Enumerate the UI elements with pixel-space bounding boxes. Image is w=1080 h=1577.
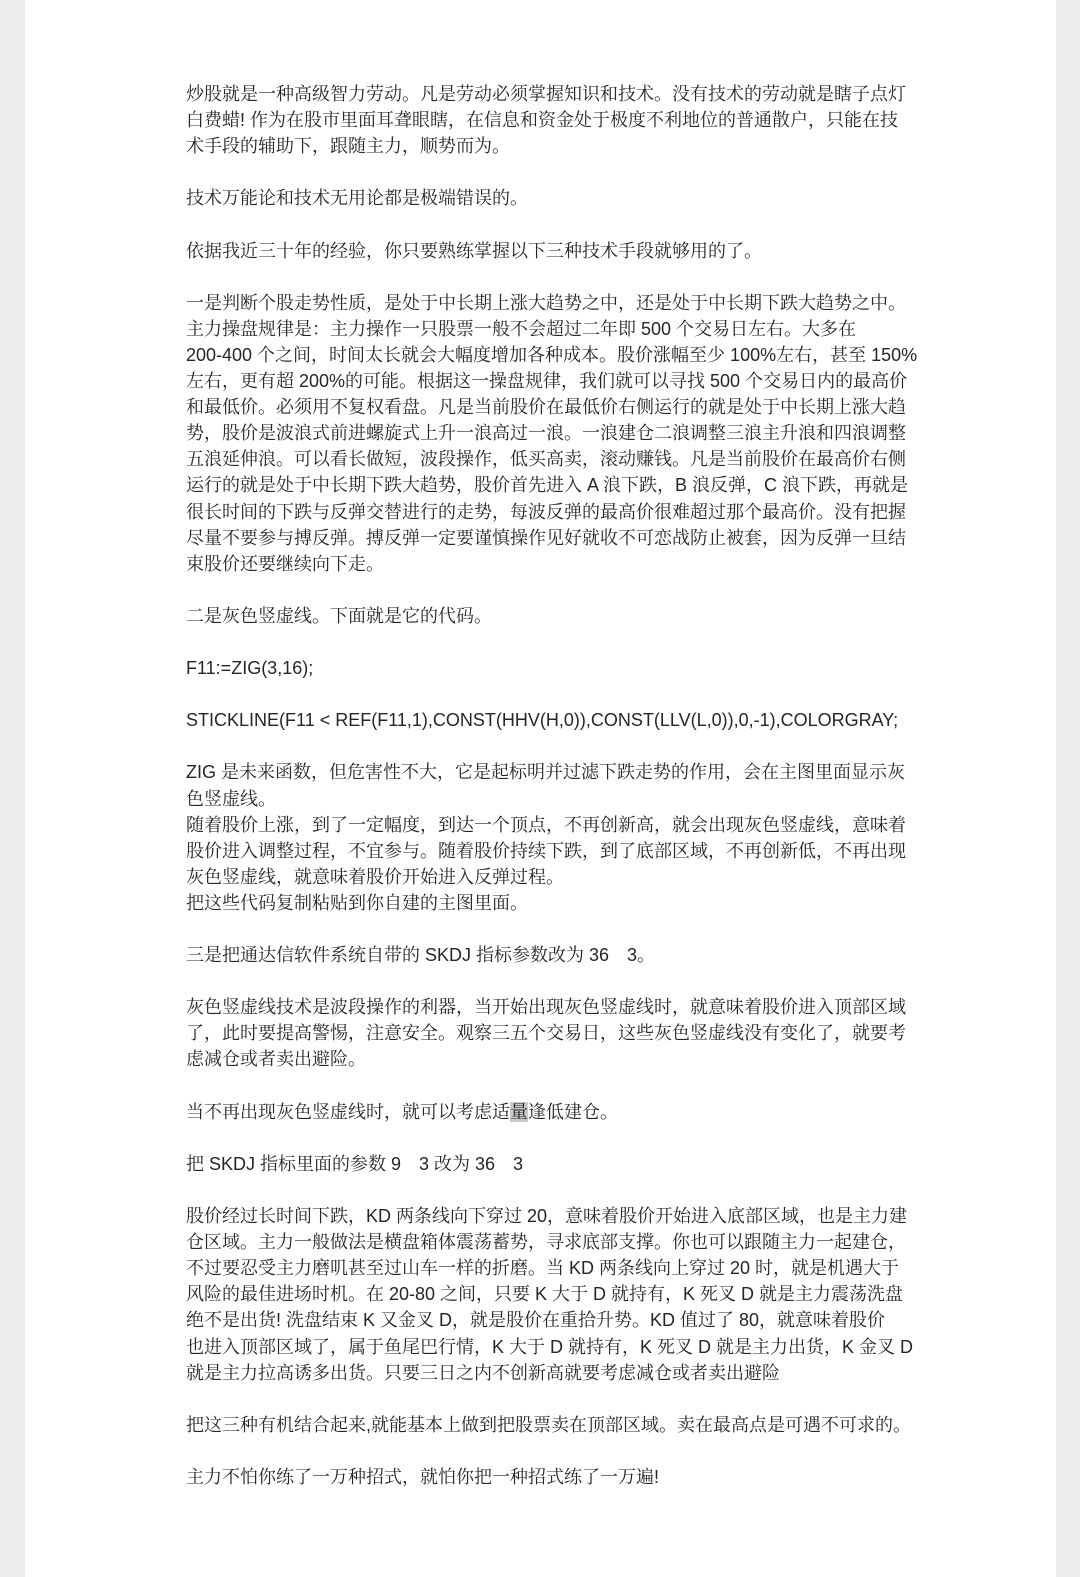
- paragraph-method-two: [186, 603, 926, 629]
- text-line: 色竖虚线。: [186, 788, 276, 809]
- article-text: [186, 81, 926, 1490]
- text-line: 股价进入调整过程，不宜参与。随着股价持续下跌，到了底部区域，不再创新低，不再出现: [186, 840, 906, 861]
- text-segment: 逢低建仓。: [528, 1101, 618, 1122]
- text-line: 二是灰色竖虚线。下面就是它的代码。: [186, 605, 492, 626]
- text-line-with-highlight: [186, 1099, 926, 1125]
- text-line: 主力操盘规律是：主力操作一只股票一般不会超过二年即 500 个交易日左右。大多在: [186, 318, 857, 339]
- code-line-f11: [186, 655, 926, 681]
- text-line: 不过要忍受主力磨叽甚至过山车一样的折磨。当 KD 两条线向上穿过 20 时，就是机遇大于: [186, 1258, 900, 1279]
- text-line: 把这些代码复制粘贴到你自建的主图里面。: [186, 892, 528, 913]
- text-line: 了，此时要提高警惕，注意安全。观察三五个交易日，这些灰色竖虚线没有变化了，就要考: [186, 1023, 906, 1044]
- text-line: 三是把通达信软件系统自带的 SKDJ 指标参数改为 36 3。: [186, 945, 656, 966]
- text-line: 束股价还要继续向下走。: [186, 553, 384, 574]
- text-line: 主力不怕你练了一万种招式，就怕你把一种招式练了一万遍!: [186, 1466, 659, 1487]
- text-line: 运行的就是处于中长期下跌大趋势，股价首先进入 A 浪下跌，B 浪反弹，C 浪下跌，再就是: [186, 475, 909, 496]
- text-line: 左右，更有超 200%的可能。根据这一操盘规律，我们就可以寻找 500 个交易日内的最高价: [186, 371, 908, 392]
- text-line: 把 SKDJ 指标里面的参数 9 3 改为 36 3: [186, 1153, 524, 1174]
- text-line: 绝不是出货! 洗盘结束 K 又金叉 D，就是股价在重拾升势。KD 值过了 80，就意味着股价: [186, 1310, 886, 1331]
- text-line: 势，股价是波浪式前进螺旋式上升一浪高过一浪。一浪建仓二浪调整三浪主升浪和四浪调整: [186, 423, 906, 444]
- code-text: F11:=ZIG(3,16);: [186, 658, 314, 679]
- code-line-stickline: [186, 707, 926, 733]
- text-line: 把这三种有机结合起来,就能基本上做到把股票卖在顶部区域。卖在最高点是可遇不可求的。: [186, 1414, 911, 1435]
- text-line: 200-400 个之间，时间太长就会大幅度增加各种成本。股价涨幅至少 100%左右，甚至 150%: [186, 344, 918, 365]
- text-line: 也进入顶部区域了，属于鱼尾巴行情，K 大于 D 就持有，K 死叉 D 就是主力出货，K 金叉 D: [186, 1336, 914, 1357]
- text-line: 虑减仓或者卖出避险。: [186, 1049, 366, 1070]
- paragraph-kd-strategy: [186, 1203, 926, 1386]
- paragraph-closing: [186, 1464, 926, 1490]
- highlighted-text: 量: [510, 1101, 528, 1122]
- text-line: 五浪延伸浪。可以看长做短，波段操作，低买高卖，滚动赚钱。凡是当前股价在最高价右侧: [186, 449, 906, 470]
- paragraph-gray-line-tool: [186, 994, 926, 1072]
- text-line: 很长时间的下跌与反弹交替进行的走势，每波反弹的最高价很难超过那个最高价。没有把握: [186, 501, 906, 522]
- text-line: ZIG 是未来函数，但危害性不大，它是起标明并过滤下跌走势的作用，会在主图里面显示灰: [186, 762, 905, 783]
- paragraph-with-highlight: [186, 1099, 926, 1125]
- text-line: 白费蜡! 作为在股市里面耳聋眼瞎，在信息和资金处于极度不利地位的普通散户，只能在技: [186, 110, 898, 131]
- text-line: 风险的最佳进场时机。在 20-80 之间，只要 K 大于 D 就持有，K 死叉 D 就是主力震荡洗盘: [186, 1284, 904, 1305]
- text-line: 尽量不要参与搏反弹。搏反弹一定要谨慎操作见好就收不可恋战防止被套，因为反弹一旦结: [186, 527, 906, 548]
- paragraph: [186, 238, 926, 264]
- text-line: 技术万能论和技术无用论都是极端错误的。: [186, 188, 528, 209]
- text-segment: 当不再出现灰色竖虚线时，就可以考虑适: [186, 1101, 510, 1122]
- text-line: 一是判断个股走势性质，是处于中长期上涨大趋势之中，还是处于中长期下跌大趋势之中。: [186, 292, 906, 313]
- text-line: 术手段的辅助下，跟随主力，顺势而为。: [186, 136, 510, 157]
- left-gutter: [0, 0, 25, 1577]
- text-line: 就是主力拉高诱多出货。只要三日之内不创新高就要考虑减仓或者卖出避险: [186, 1362, 780, 1383]
- text-line: 和最低价。必须用不复权看盘。凡是当前股价在最低价右侧运行的就是处于中长期上涨大趋: [186, 397, 906, 418]
- right-gutter: [1056, 0, 1080, 1577]
- paragraph: [186, 185, 926, 211]
- paragraph-skdj-params: [186, 1151, 926, 1177]
- document-page: [25, 0, 1056, 1577]
- code-text: STICKLINE(F11 < REF(F11,1),CONST(HHV(H,0)),CONST(LLV(L,0)),0,-1),COLORGRAY;: [186, 710, 899, 731]
- text-line: 随着股价上涨，到了一定幅度，到达一个顶点，不再创新高，就会出现灰色竖虚线，意味着: [186, 814, 906, 835]
- paragraph-zig-explain: [186, 759, 926, 916]
- text-line: 灰色竖虚线技术是波段操作的利器，当开始出现灰色竖虚线时，就意味着股价进入顶部区域: [186, 997, 906, 1018]
- paragraph-method-three: [186, 942, 926, 968]
- text-line: 炒股就是一种高级智力劳动。凡是劳动必须掌握知识和技术。没有技术的劳动就是瞎子点灯: [186, 84, 906, 104]
- text-line: 依据我近三十年的经验，你只要熟练掌握以下三种技术手段就够用的了。: [186, 240, 762, 261]
- paragraph-summary: [186, 1412, 926, 1438]
- text-line: 灰色竖虚线，就意味着股价开始进入反弹过程。: [186, 866, 564, 887]
- text-line: 股价经过长时间下跌，KD 两条线向下穿过 20，意味着股价开始进入底部区域，也是主力建: [186, 1206, 908, 1227]
- text-line: 仓区域。主力一般做法是横盘箱体震荡蓄势，寻求底部支撑。你也可以跟随主力一起建仓，: [186, 1232, 906, 1253]
- paragraph-method-one: [186, 290, 926, 577]
- paragraph-intro: [186, 81, 926, 159]
